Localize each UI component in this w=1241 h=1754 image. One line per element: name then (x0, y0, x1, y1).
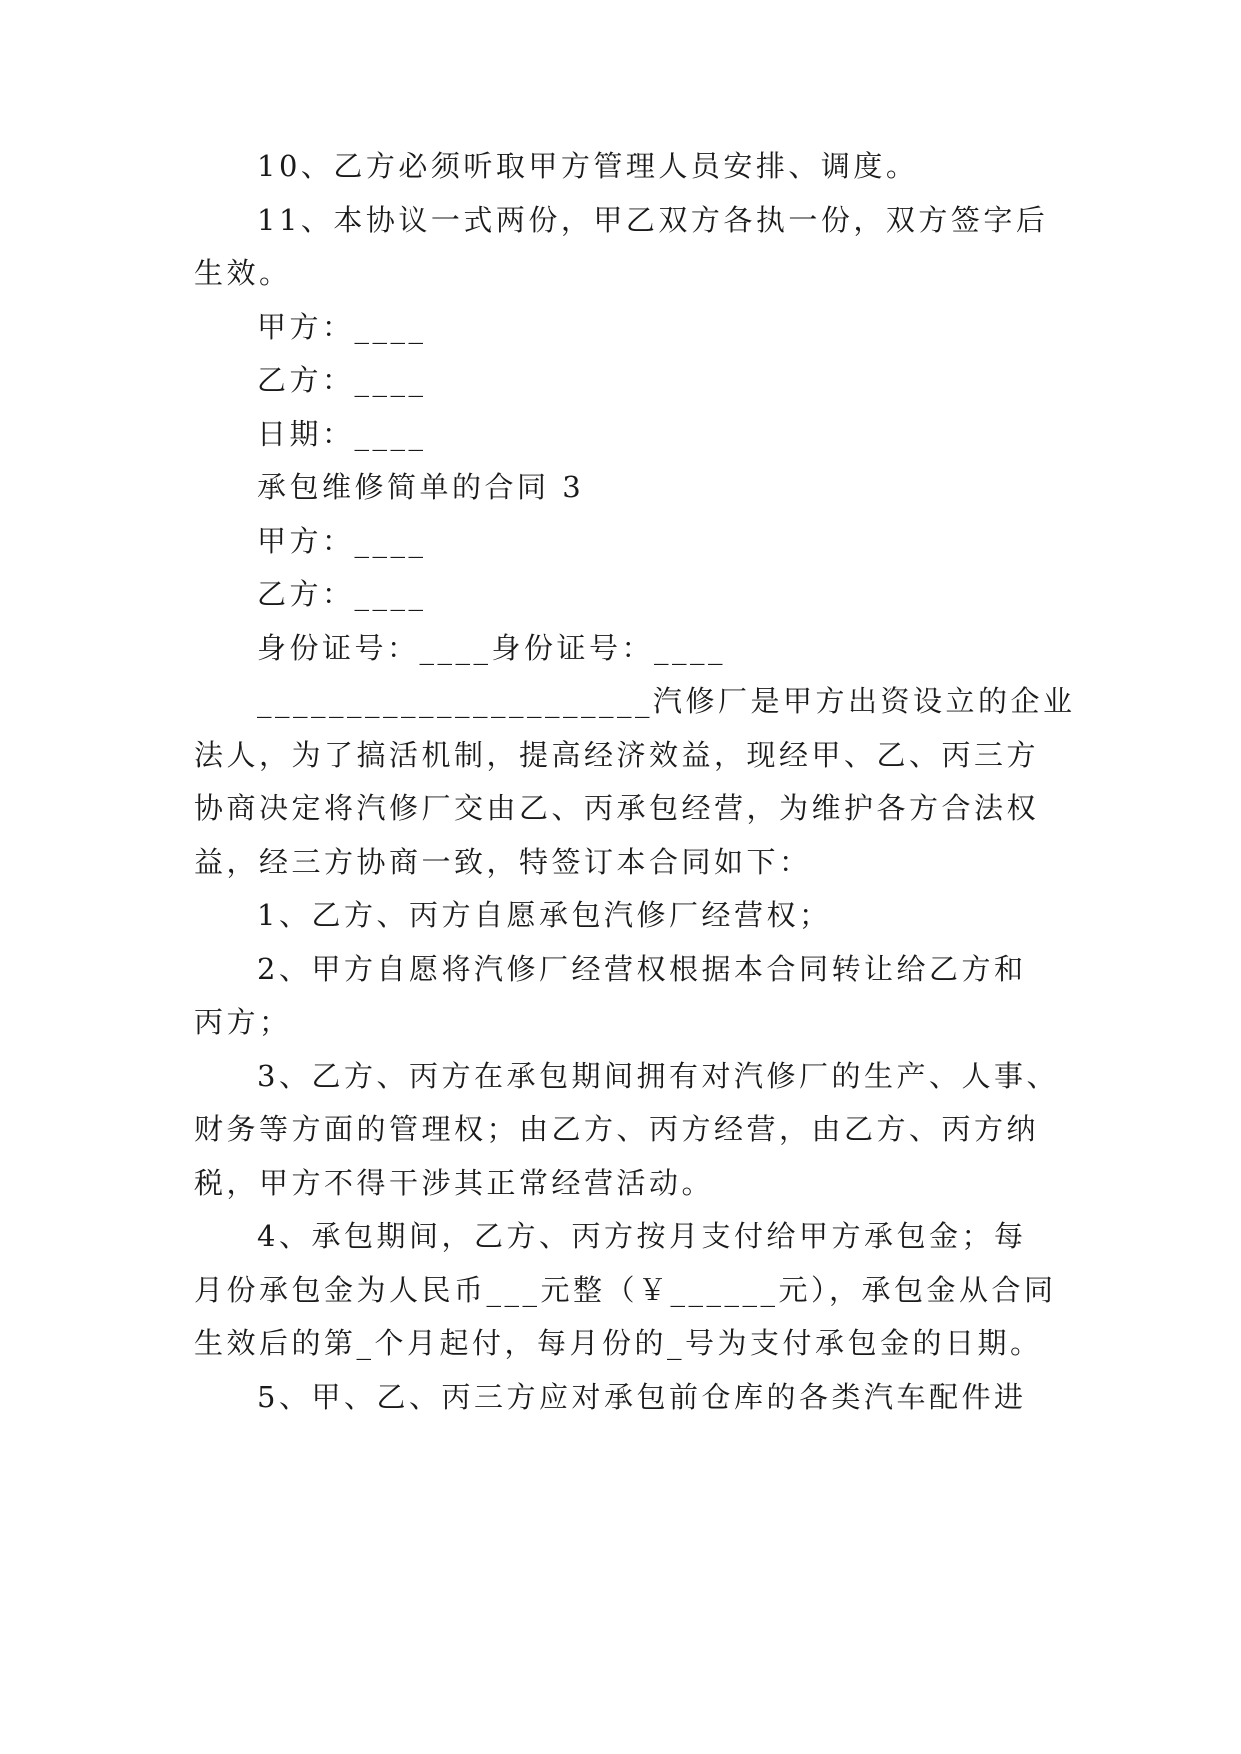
party-b-signature-line: 乙方：____ (257, 363, 427, 397)
id-number-line: 身份证号：____身份证号：____ (257, 631, 727, 665)
article-4-line-3: 生效后的第_个月起付，每月份的_号为支付承包金的日期。 (194, 1326, 1043, 1360)
preamble-line-1: ______________________汽修厂是甲方出资设立的企业 (257, 684, 1076, 718)
article-2-line-2: 丙方； (194, 1005, 292, 1039)
article-4-line-2: 月份承包金为人民币___元整（￥______元），承包金从合同 (194, 1273, 1057, 1307)
article-3-line-2: 财务等方面的管理权；由乙方、丙方经营，由乙方、丙方纳 (194, 1112, 1040, 1146)
preamble-line-4: 益，经三方协商一致，特签订本合同如下： (194, 845, 812, 879)
article-5-line-1: 5、甲、乙、丙三方应对承包前仓库的各类汽车配件进 (257, 1380, 1027, 1414)
preamble-line-3: 协商决定将汽修厂交由乙、丙承包经营，为维护各方合法权 (194, 791, 1040, 825)
clause-11-line-1: 11、本协议一式两份，甲乙双方各执一份，双方签字后 (257, 203, 1049, 237)
article-4-line-1: 4、承包期间，乙方、丙方按月支付给甲方承包金；每 (257, 1219, 1027, 1253)
party-a-signature-line: 甲方：____ (257, 310, 427, 344)
contract-3-party-a-line: 甲方：____ (257, 524, 427, 558)
article-2-line-1: 2、甲方自愿将汽修厂经营权根据本合同转让给乙方和 (257, 952, 1027, 986)
article-3-line-1: 3、乙方、丙方在承包期间拥有对汽修厂的生产、人事、 (257, 1059, 1059, 1093)
clause-11-line-2: 生效。 (194, 256, 292, 290)
article-1-line: 1、乙方、丙方自愿承包汽修厂经营权； (257, 898, 832, 932)
contract-3-party-b-line: 乙方：____ (257, 577, 427, 611)
clause-10-line: 10、乙方必须听取甲方管理人员安排、调度。 (257, 149, 919, 183)
date-signature-line: 日期：____ (257, 417, 427, 451)
article-3-line-3: 税，甲方不得干涉其正常经营活动。 (194, 1166, 715, 1200)
contract-3-title: 承包维修简单的合同 3 (257, 470, 585, 504)
preamble-line-2: 法人，为了搞活机制，提高经济效益，现经甲、乙、丙三方 (194, 738, 1040, 772)
